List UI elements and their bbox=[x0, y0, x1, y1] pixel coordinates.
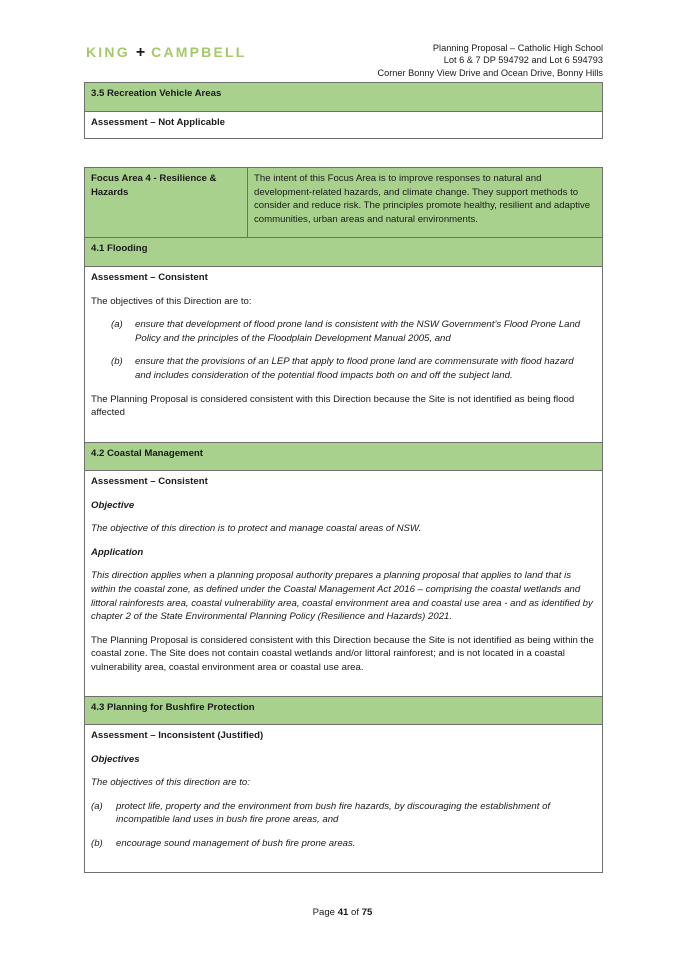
flooding-assessment-cell bbox=[85, 266, 602, 442]
header-line: Lot 6 & 7 DP 594792 and Lot 6 594793 bbox=[443, 55, 603, 66]
section-title: 4.3 Planning for Bushfire Protection bbox=[85, 696, 602, 724]
list-item: (b) ensure that the provisions of an LEP that apply to flood prone land are commensurate with flood hazard and includes consideration of the potential flood impacts both on and off the subject land. bbox=[111, 356, 574, 382]
coastal-assessment-cell bbox=[85, 470, 602, 696]
list-item: (a) protect life, property and the environment from bush fire hazards, by discouraging the establishment of incompatible land uses in bush fire prone areas, and bbox=[91, 800, 551, 826]
objective-heading: Objective bbox=[91, 499, 135, 511]
focus-area-table bbox=[84, 167, 603, 873]
recreation-vehicle-table bbox=[84, 82, 603, 139]
objectives-intro: The objectives of this direction are to: bbox=[91, 777, 250, 789]
section-title: 4.1 Flooding bbox=[85, 238, 602, 266]
focus-area-intent: The intent of this Focus Area is to improve responses to natural and development-related hazards, and climate change. They support methods to consider and reduce risk. The principles promote healthy, resilient and adaptive communities, urban areas and natural environments. bbox=[254, 173, 591, 225]
objectives-heading: Objectives bbox=[91, 753, 140, 765]
company-logo: KING + CAMPBELL bbox=[86, 44, 247, 61]
focus-area-row bbox=[85, 168, 602, 238]
header-line: Planning Proposal – Catholic High School bbox=[432, 43, 603, 53]
assessment-label: Assessment – Inconsistent (Justified) bbox=[91, 730, 264, 741]
bushfire-assessment-cell bbox=[85, 724, 602, 872]
assessment-label: Assessment – Not Applicable bbox=[85, 111, 602, 138]
application-text: This direction applies when a planning proposal authority prepares a planning proposal that applies to land that is within the coastal zone, as defined under the Coastal Management Act 2016 – comprising the coastal wetlands and littoral rainforests area, coastal vulnerability area, coastal environment area and coastal use area - and as identified by chapter 2 of the State Environmental Planning Policy (Resilience and Hazards) 2021. bbox=[91, 570, 593, 623]
page-number: Page 41 of 75 bbox=[312, 907, 373, 918]
document-header bbox=[377, 42, 603, 79]
assessment-label: Assessment – Consistent bbox=[91, 476, 208, 487]
section-title: 3.5 Recreation Vehicle Areas bbox=[85, 83, 602, 111]
focus-area-label: Focus Area 4 - Resilience & Hazards bbox=[85, 168, 248, 237]
header-line: Corner Bonny View Drive and Ocean Drive, Bonny Hills bbox=[377, 67, 603, 78]
section-title: 4.2 Coastal Management bbox=[85, 442, 602, 470]
conclusion-text: The Planning Proposal is considered consistent with this Direction because the Site is not identified as being within the coastal zone. The Site does not contain coastal wetlands and/or littoral rainforest; and is not located in a coastal vulnerability area, coastal environment area or coastal use area. bbox=[91, 634, 594, 674]
list-item: (b) encourage sound management of bush fire prone areas. bbox=[91, 838, 356, 850]
objectives-intro: The objectives of this Direction are to: bbox=[91, 295, 252, 307]
objective-text: The objective of this direction is to protect and manage coastal areas of NSW. bbox=[91, 523, 422, 535]
assessment-label: Assessment – Consistent bbox=[91, 272, 208, 283]
conclusion-text: The Planning Proposal is considered consistent with this Direction because the Site is not identified as being flood affected bbox=[91, 393, 575, 419]
list-item: (a) ensure that development of flood prone land is consistent with the NSW Government’s Flood Prone Land Policy and the principles of the Floodplain Development Manual 2005, and bbox=[111, 319, 581, 344]
application-heading: Application bbox=[91, 546, 144, 558]
